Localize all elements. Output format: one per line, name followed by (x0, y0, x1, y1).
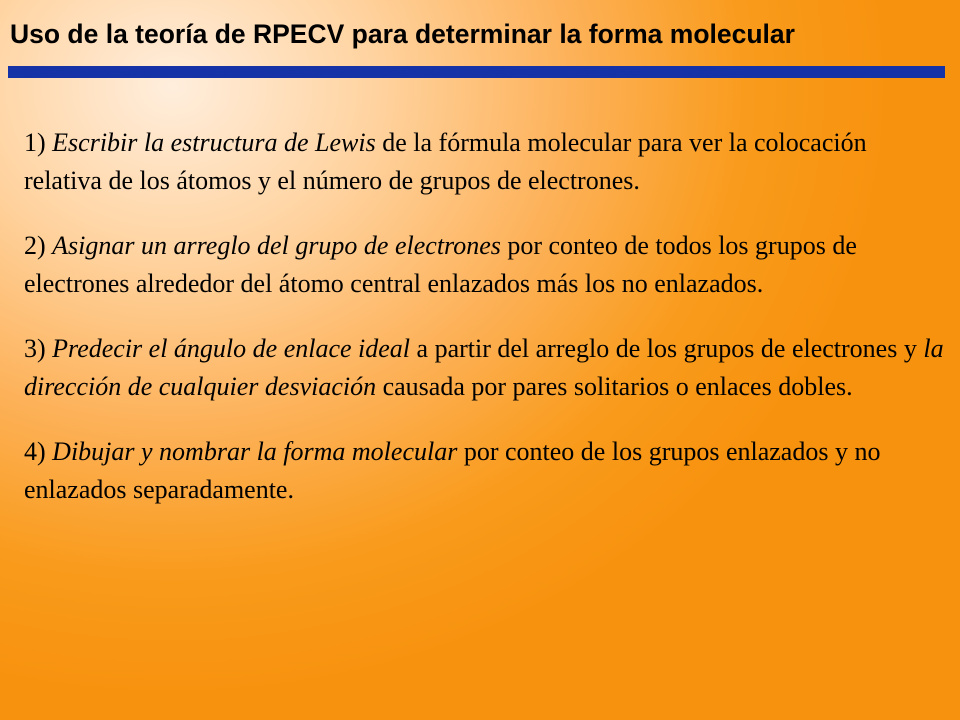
step-number: 2) (24, 231, 46, 260)
steps-list (24, 124, 944, 536)
step-1 (24, 124, 944, 199)
step-number: 1) (24, 128, 46, 157)
step-2 (24, 227, 944, 302)
step-emphasis: Asignar un arreglo del grupo de electrones (52, 231, 501, 260)
step-emphasis: Predecir el ángulo de enlace ideal (52, 334, 411, 363)
step-text: por conteo de todos los grupos de electrones alrededor del átomo central enlazados más los no enlazados. (24, 231, 857, 298)
step-text: de la fórmula molecular para ver la colocación relativa de los átomos y el número de grupos de electrones. (24, 128, 867, 195)
slide-title: Uso de la teoría de RPECV para determinar la forma molecular (10, 19, 795, 49)
step-emphasis: la dirección de cualquier desviación (24, 334, 944, 401)
title-underline-bar (8, 66, 945, 78)
step-emphasis: Escribir la estructura de Lewis (52, 128, 376, 157)
step-text: por conteo de los grupos enlazados y no enlazados separadamente. (24, 437, 881, 504)
step-emphasis: Dibujar y nombrar la forma molecular (52, 437, 458, 466)
step-number: 4) (24, 437, 46, 466)
step-number: 3) (24, 334, 46, 363)
step-text: causada por pares solitarios o enlaces dobles. (376, 371, 853, 401)
step-text: a partir del arreglo de los grupos de electrones y (410, 334, 924, 363)
step-4 (24, 433, 944, 508)
step-3 (24, 330, 944, 405)
